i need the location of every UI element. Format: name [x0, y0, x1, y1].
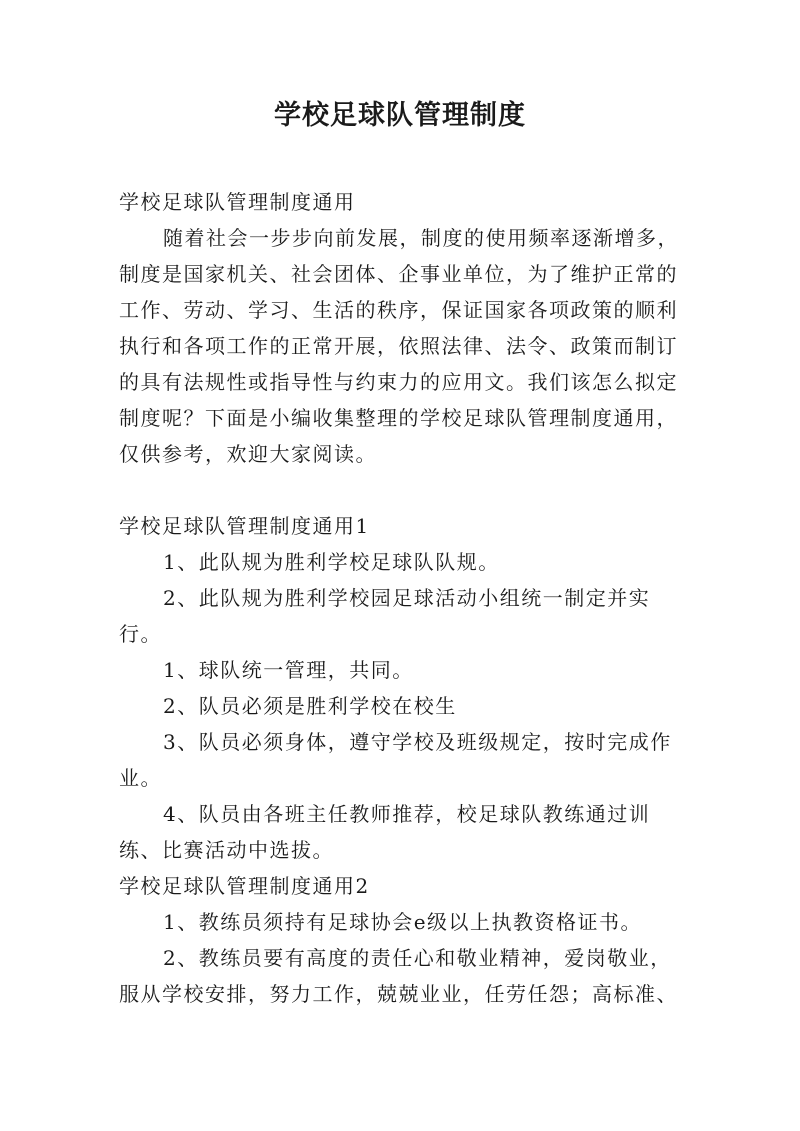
section-2-item: 2、教练员要有高度的责任心和敬业精神，爱岗敬业，服从学校安排，努力工作，兢兢业业，任劳任怨；高标准、	[119, 946, 678, 1006]
intro-paragraph: 随着社会一步步向前发展，制度的使用频率逐渐增多，制度是国家机关、社会团体、企事业单位，为了维护正常的工作、劳动、学习、生活的秩序，保证国家各项政策的顺利执行和各项工作的正常开展，依照法律、法令、政策而制订的具有法规性或指导性与约束力的应用文。我们该怎么拟定制度呢？下面是小编收集整理的学校足球队管理制度通用，仅供参考，欢迎大家阅读。	[119, 226, 679, 466]
section-spacer	[119, 472, 691, 508]
section-2-item: 1、教练员须持有足球协会e级以上执教资格证书。	[163, 910, 643, 934]
section-1-item: 2、此队规为胜利学校园足球活动小组统一制定并实行。	[119, 586, 651, 646]
section-1-item: 4、队员由各班主任教师推荐，校足球队教练通过训练、比赛活动中选拔。	[119, 802, 651, 862]
section-1-item: 1、此队规为胜利学校足球队队规。	[163, 550, 500, 574]
intro-heading: 学校足球队管理制度通用	[119, 190, 356, 214]
document-body	[119, 184, 691, 1012]
section-2-heading: 学校足球队管理制度通用2	[119, 874, 370, 898]
section-1-item: 2、队员必须是胜利学校在校生	[163, 694, 457, 718]
document-title: 学校足球队管理制度	[274, 100, 526, 131]
section-1-heading: 学校足球队管理制度通用1	[119, 514, 370, 538]
section-1-item: 3、队员必须身体，遵守学校及班级规定，按时完成作业。	[119, 730, 672, 790]
section-1-item: 1、球队统一管理，共同。	[163, 658, 414, 682]
